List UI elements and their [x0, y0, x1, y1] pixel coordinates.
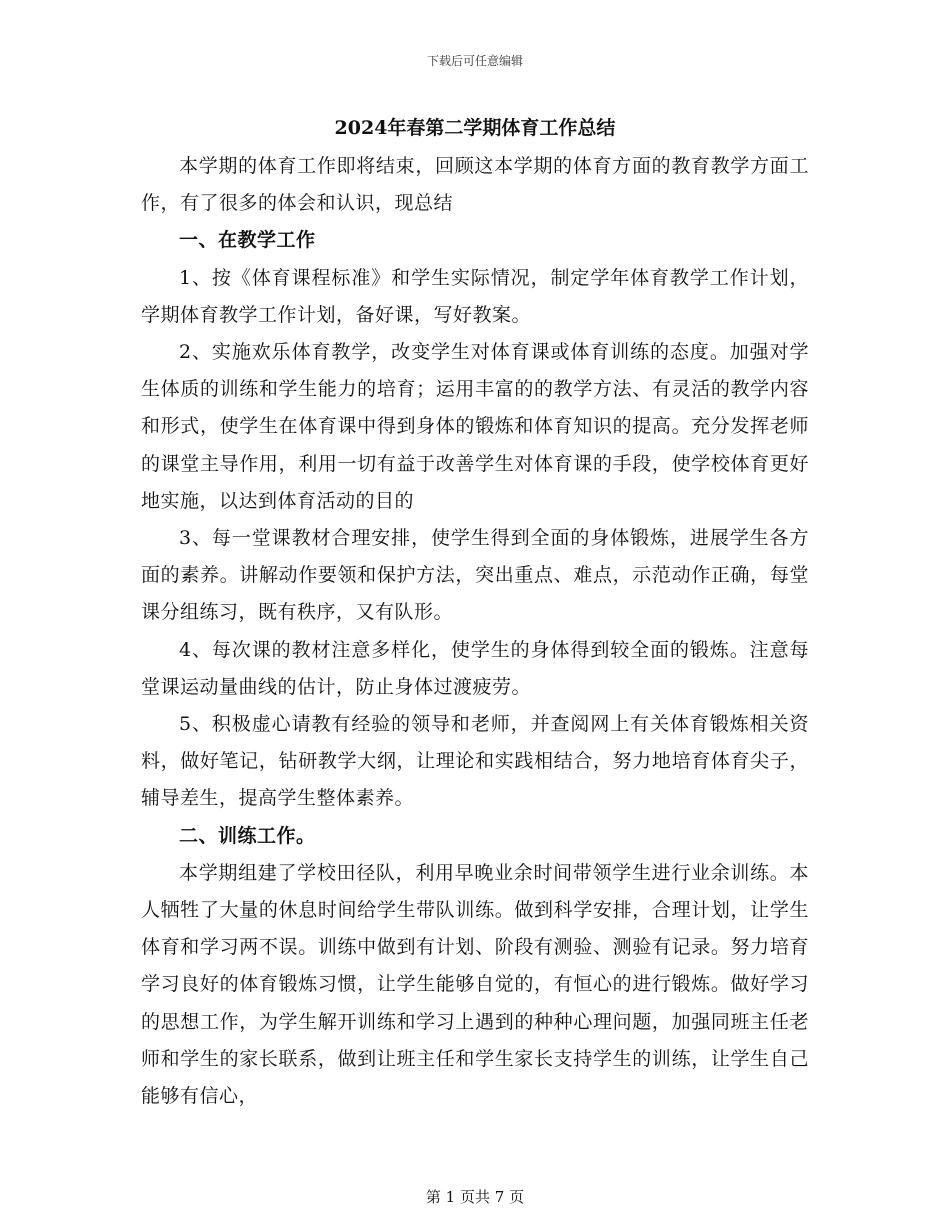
section-heading-teaching: 一、在教学工作 — [179, 229, 316, 252]
teaching-item-4: 4、每次课的教材注意多样化，使学生的身体得到较全面的锻炼。注意每堂课运动量曲线的估计，防止身体过渡疲劳。 — [141, 638, 809, 698]
page-header: 下载后可任意编辑 — [426, 54, 523, 68]
document-title: 2024年春第二学期体育工作总结 — [334, 117, 616, 139]
document-body — [141, 112, 809, 1115]
teaching-item-1: 1、按《体育课程标准》和学生实际情况，制定学年体育教学工作计划，学期体育教学工作计划，备好课，写好教案。 — [141, 266, 809, 326]
page-footer: 第 1 页共 7 页 — [425, 1188, 525, 1206]
teaching-item-5: 5、积极虚心请教有经验的领导和老师，并查阅网上有关体育锻炼相关资料，做好笔记，钻研教学大纲，让理论和实践相结合，努力地培育体育尖子，辅导差生，提高学生整体素养。 — [141, 713, 809, 810]
intro-paragraph: 本学期的体育工作即将结束，回顾这本学期的体育方面的教育教学方面工作，有了很多的体会和认识，现总结 — [141, 155, 809, 215]
training-paragraph: 本学期组建了学校田径队，利用早晚业余时间带领学生进行业余训练。本人牺牲了大量的休息时间给学生带队训练。做到科学安排，合理计划，让学生体育和学习两不误。训练中做到有计划、阶段有测验、测验有记录。努力培育学习良好的体育锻炼习惯，让学生能够自觉的，有恒心的进行锻炼。做好学习的思想工作，为学生解开训练和学习上遇到的种种心理问题，加强同班主任老师和学生的家长联系，做到让班主任和学生家长支持学生的训练，让学生自己能够有信心， — [141, 861, 809, 1108]
teaching-item-3: 3、每一堂课教材合理安排，使学生得到全面的身体锻炼，进展学生各方面的素养。讲解动作要领和保护方法，突出重点、难点，示范动作正确，每堂课分组练习，既有秩序，又有队形。 — [141, 527, 809, 624]
teaching-item-2: 2、实施欢乐体育教学，改变学生对体育课或体育训练的态度。加强对学生体质的训练和学生能力的培育；运用丰富的的教学方法、有灵活的教学内容和形式，使学生在体育课中得到身体的锻炼和体育知识的提高。充分发挥老师的课堂主导作用，利用一切有益于改善学生对体育课的手段，使学校体育更好地实施，以达到体育活动的目的 — [141, 341, 809, 512]
section-heading-training: 二、训练工作。 — [179, 824, 316, 847]
